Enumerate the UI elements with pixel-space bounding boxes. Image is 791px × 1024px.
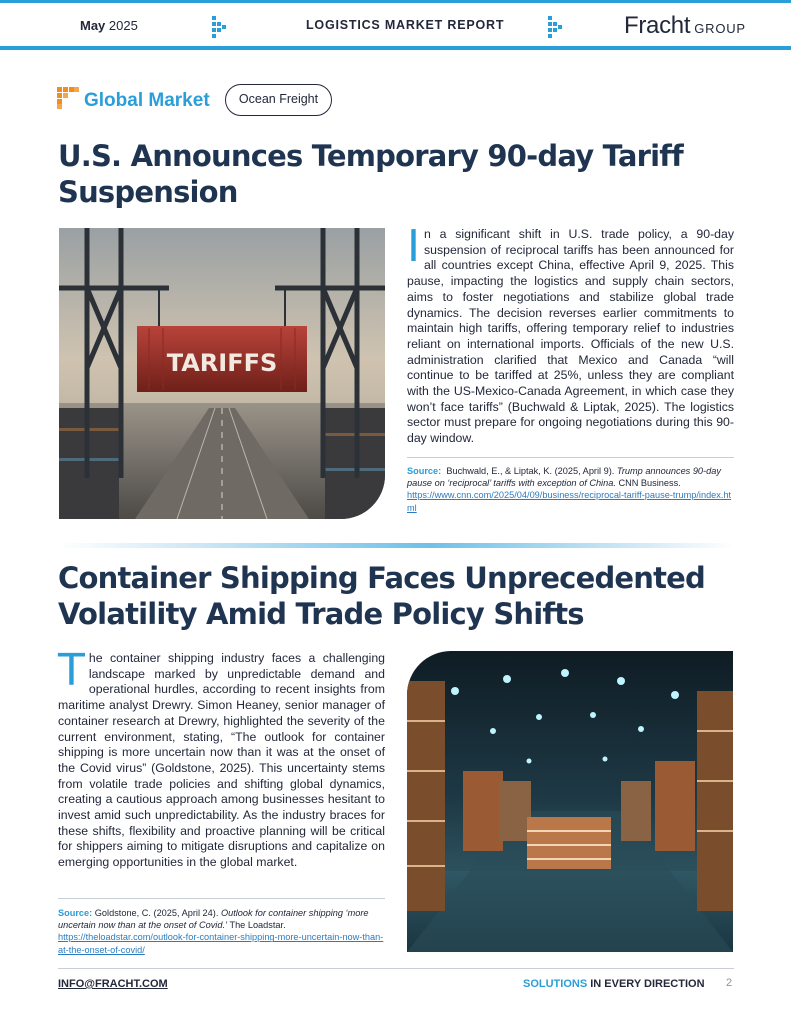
tariffs-label: TARIFFS <box>166 349 278 377</box>
footer-rule <box>58 968 734 969</box>
source-rule <box>407 457 734 458</box>
fracht-arrow-icon <box>212 16 226 38</box>
article-2-body: The container shipping industry faces a challenging landscape marked by unpredictable demand and operational hurdles, according to recent insights from maritime analyst Drewry. Simon Heaney, senior manager of container research at Drewry, highlighted the severity of the current environment, stating, “The outlook for container shipping is more uncertain now than it was at the onset of the Covid virus” (Goldstone, 2025). This uncertainty stems from volatile trade policies and shifting global dynamics, creating a cautious approach among businesses hesitant to invest amid such unpredictability. As the industry braces for these shifts, flexibility and proactive planning will be critical for shippers aiming to mitigate disruptions and capitalize on emerging opportunities in the global market. <box>58 645 385 870</box>
tariffs-container-image <box>59 228 385 519</box>
page-header <box>0 3 791 47</box>
article-1-body: In a significant shift in U.S. trade policy, a 90-day suspension of reciprocal tariffs has been announced for all countries except China, effective April 9, 2025. This pause, impacting the logistics and supply chain sectors, aims to foster negotiations and stabilize global trade dynamics. The decision reverses earlier commitments to maintain high tariffs, offering temporary relief to industries reliant on international imports. Officials of the new U.S. administration clarified that Mexico and Canada “will continue to be tariffed at 25%, unless they are compliant with the US-Mexico-Canada Agreement, in which case they won’t face tariffs” (Buchwald & Liptak, 2025). The logistics sector must prepare for ongoing negotiations during this 90-day window. <box>407 221 734 446</box>
page-number: 2 <box>726 977 733 989</box>
warehouse-image <box>407 651 733 952</box>
article-2-source-link[interactable]: https://theloadstar.com/outlook-for-container-shipping-more-uncertain-now-than-at-the-onset-of-covid/ <box>58 932 384 955</box>
footer-tagline: SOLUTIONS IN EVERY DIRECTION <box>523 978 705 990</box>
global-market-icon <box>57 87 79 109</box>
section-label: Global Market <box>84 90 210 111</box>
report-title: LOGISTICS MARKET REPORT <box>306 18 505 32</box>
fracht-group-logo: Fracht GROUP <box>624 12 746 39</box>
section-divider <box>58 543 734 548</box>
article-2-source: Source: Goldstone, C. (2025, April 24). Outlook for container shipping ‘more uncertain now than at the onset of Covid.’ The Loadstar. https://theloadstar.com/outlook-for-container-shipping-more-uncertain-now-than-at-the-onset-of-covid/ <box>58 908 384 955</box>
article-2-headline: Container Shipping Faces Unprecedented Volatility Amid Trade Policy Shifts <box>58 561 706 631</box>
article-1-dropcap: I <box>407 221 420 272</box>
footer-email-link[interactable]: INFO@FRACHT.COM <box>58 978 168 990</box>
article-2-dropcap: T <box>58 645 85 696</box>
ocean-freight-tag: Ocean Freight <box>225 84 332 116</box>
article-1-headline: U.S. Announces Temporary 90-day Tariff Suspension <box>58 139 683 209</box>
article-1-source: Source: Buchwald, E., & Liptak, K. (2025, April 9). Trump announces 90-day pause on ‘reciprocal’ tariffs with exception of China. CNN Business. https://www.cnn.com/2025/04/09/business/reciprocal-tariff-pause-trump/index.html <box>407 466 732 513</box>
source-rule <box>58 898 385 899</box>
header-bottom-line <box>0 46 791 50</box>
article-1-source-link[interactable]: https://www.cnn.com/2025/04/09/business/reciprocal-tariff-pause-trump/index.html <box>407 490 732 513</box>
fracht-arrow-icon <box>548 16 562 38</box>
report-date: May 2025 <box>80 18 138 33</box>
